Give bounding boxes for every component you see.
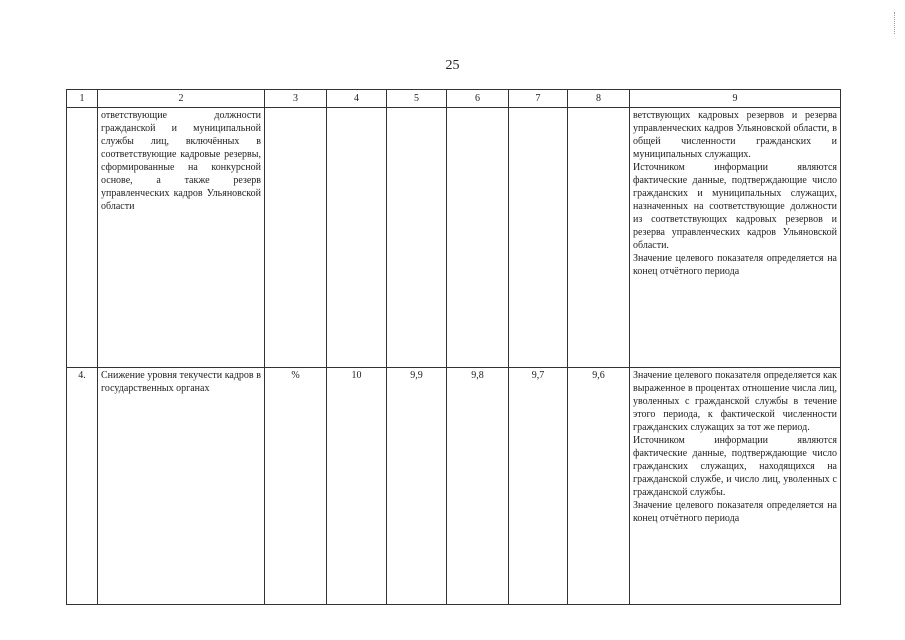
table-row [67, 108, 841, 368]
table-header-row [67, 90, 841, 108]
description-paragraph: Источником информации являются фактические данные, подтверждающие число гражданских служащих, находящихся на гражданской службе, и число лиц, уволенных с гражданской службы. [633, 435, 837, 498]
description-paragraph: Значение целевого показателя определяется на конец отчётного периода [633, 500, 837, 524]
description-paragraph: Источником информации являются фактические данные, подтверждающие число гражданских и муниципальных служащих, назначенных на соответствующие должности из соответствующих кадровых резервов и резерва управленческих кадров Ульяновской области. [633, 162, 837, 251]
row-number [67, 108, 98, 368]
indicator-description [630, 108, 841, 368]
header-cell: 6 [447, 90, 509, 108]
page-number: 25 [445, 58, 460, 73]
indicator-description [630, 368, 841, 605]
value-cell [327, 108, 387, 368]
value-cell: 10 [327, 368, 387, 605]
header-cell: 8 [568, 90, 630, 108]
header-cell: 7 [509, 90, 568, 108]
table-row [67, 368, 841, 605]
value-cell: 9,9 [387, 368, 447, 605]
header-cell: 2 [98, 90, 265, 108]
value-cell [387, 108, 447, 368]
unit-cell: % [265, 368, 327, 605]
value-cell: 9,8 [447, 368, 509, 605]
value-cell [568, 108, 630, 368]
indicator-name: ответствующие должности гражданской и муниципальной службы лиц, включённых в соответствующие кадровые резервы, сформированные на конкурсной основе, а также резерв управленческих кадров Ульяновской области [98, 108, 265, 368]
header-cell: 5 [387, 90, 447, 108]
header-cell: 4 [327, 90, 387, 108]
description-paragraph: Значение целевого показателя определяется на конец отчётного периода [633, 253, 837, 277]
description-paragraph: Значение целевого показателя определяется как выраженное в процентах отношение числа лиц, уволенных с гражданской службы в течение этого периода, к фактической численности гражданских служащих за тот же период. [633, 370, 837, 433]
scan-mark [892, 12, 895, 34]
header-cell: 1 [67, 90, 98, 108]
value-cell: 9,6 [568, 368, 630, 605]
description-paragraph: ветствующих кадровых резервов и резерва управленческих кадров Ульяновской области, в общей численности гражданских и муниципальных служащих. [633, 110, 837, 160]
row-number: 4. [67, 368, 98, 605]
value-cell: 9,7 [509, 368, 568, 605]
header-cell: 9 [630, 90, 841, 108]
value-cell [509, 108, 568, 368]
indicator-name: Снижение уровня текучести кадров в государственных органах [98, 368, 265, 605]
indicators-table [66, 89, 841, 605]
header-cell: 3 [265, 90, 327, 108]
unit-cell [265, 108, 327, 368]
value-cell [447, 108, 509, 368]
